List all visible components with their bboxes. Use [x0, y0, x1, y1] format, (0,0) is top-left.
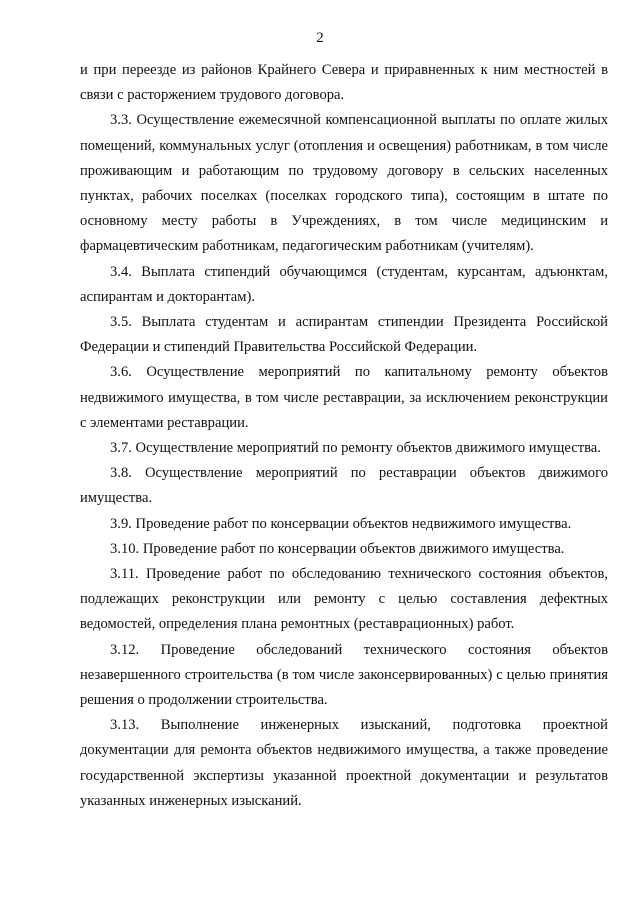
paragraph-3-4: 3.4. Выплата стипендий обучающимся (студентам, курсантам, адъюнктам, аспирантам и докторантам). — [80, 263, 608, 305]
paragraph-3-3: 3.3. Осуществление ежемесячной компенсационной выплаты по оплате жилых помещений, коммунальных услуг (отопления и освещения) работникам, в том числе проживающим и работающим по трудовому договору в сельских населенных пунктах, рабочих поселках (поселках городского типа), состоящим в штате по основному месту работы в Учреждениях, в том числе медицинским и фармацевтическим работникам, педагогическим работникам (учителям). — [80, 112, 608, 255]
paragraph-3-12: 3.12. Проведение обследований технического состояния объектов незавершенного строительства (в том числе законсервированных) с целью принятия решения о продолжении строительства. — [80, 641, 608, 709]
paragraph-3-7: 3.7. Осуществление мероприятий по ремонту объектов движимого имущества. — [110, 440, 601, 457]
paragraph-3-6: 3.6. Осуществление мероприятий по капитальному ремонту объектов недвижимого имущества, в том числе реставрации, за исключением реконструкции с элементами реставрации. — [80, 364, 608, 431]
paragraph-3-9: 3.9. Проведение работ по консервации объектов недвижимого имущества. — [110, 515, 572, 532]
paragraph-3-8: 3.8. Осуществление мероприятий по реставрации объектов движимого имущества. — [80, 465, 608, 507]
paragraph-3-10: 3.10. Проведение работ по консервации объектов движимого имущества. — [110, 540, 565, 557]
paragraph-continuation: и при переезде из районов Крайнего Севера и приравненных к ним местностей в связи с расторжением трудового договора. — [80, 62, 608, 104]
paragraph-3-13: 3.13. Выполнение инженерных изысканий, подготовка проектной документации для ремонта объектов недвижимого имущества, а также проведение государственной экспертизы указанной проектной документации и результатов указанных инженерных изысканий. — [80, 717, 608, 809]
paragraph-3-11: 3.11. Проведение работ по обследованию технического состояния объектов, подлежащих реконструкции или ремонту с целью составления дефектных ведомостей, определения плана ремонтных (реставрационных) работ. — [80, 566, 608, 633]
document-body — [80, 58, 608, 814]
paragraph-3-5: 3.5. Выплата студентам и аспирантам стипендии Президента Российской Федерации и стипендий Правительства Российской Федерации. — [80, 314, 608, 356]
page-number: 2 — [316, 30, 324, 46]
